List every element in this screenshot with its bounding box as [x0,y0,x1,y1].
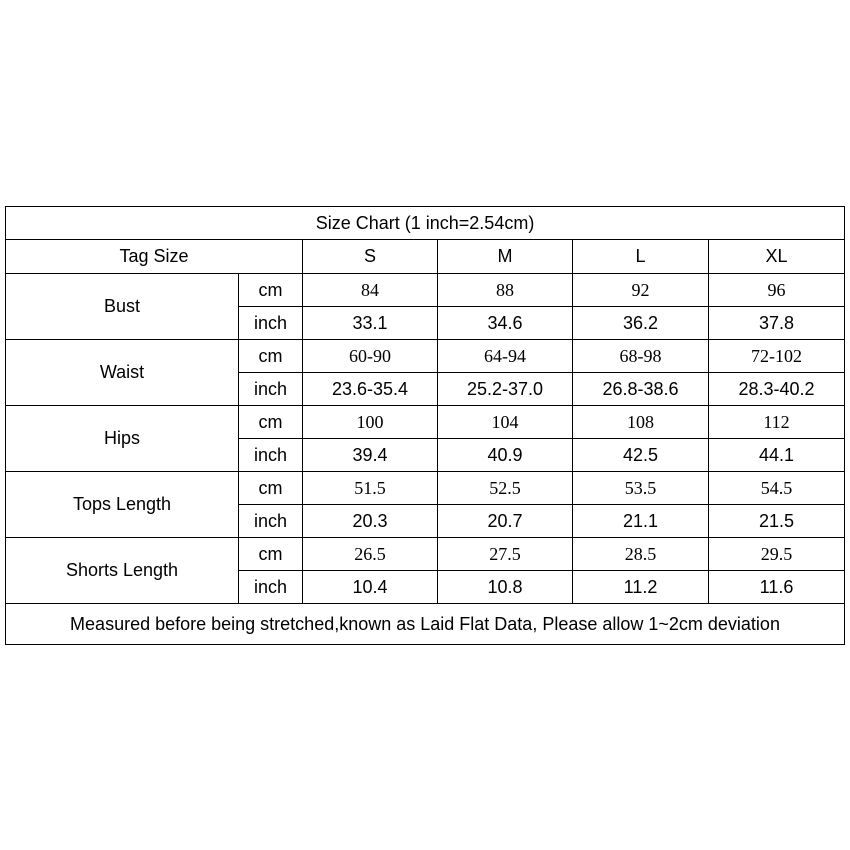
cell-value: 37.8 [709,307,845,340]
cell-value: 10.8 [438,571,573,604]
cell-value: 88 [438,274,573,307]
cell-value: 84 [303,274,438,307]
unit-cm: cm [239,274,303,307]
cell-value: 20.3 [303,505,438,538]
header-row [6,240,845,274]
cell-value: 33.1 [303,307,438,340]
size-header-xl: XL [709,240,845,274]
cell-value: 26.5 [303,538,438,571]
measure-label-hips: Hips [6,406,239,472]
cell-value: 36.2 [573,307,709,340]
cell-value: 68-98 [573,340,709,373]
unit-cm: cm [239,340,303,373]
cell-value: 100 [303,406,438,439]
cell-value: 64-94 [438,340,573,373]
cell-value: 28.3-40.2 [709,373,845,406]
measure-label-tops-length: Tops Length [6,472,239,538]
cell-value: 10.4 [303,571,438,604]
cell-value: 40.9 [438,439,573,472]
cell-value: 28.5 [573,538,709,571]
cell-value: 39.4 [303,439,438,472]
unit-inch: inch [239,571,303,604]
table-row [6,538,845,571]
size-chart-table [5,206,845,645]
cell-value: 20.7 [438,505,573,538]
unit-inch: inch [239,373,303,406]
cell-value: 11.6 [709,571,845,604]
cell-value: 27.5 [438,538,573,571]
cell-value: 44.1 [709,439,845,472]
measure-label-bust: Bust [6,274,239,340]
measure-label-waist: Waist [6,340,239,406]
cell-value: 42.5 [573,439,709,472]
tag-size-header: Tag Size [6,240,303,274]
unit-inch: inch [239,307,303,340]
cell-value: 72-102 [709,340,845,373]
cell-value: 29.5 [709,538,845,571]
cell-value: 21.5 [709,505,845,538]
unit-cm: cm [239,538,303,571]
cell-value: 112 [709,406,845,439]
cell-value: 104 [438,406,573,439]
cell-value: 11.2 [573,571,709,604]
cell-value: 96 [709,274,845,307]
title-row [6,207,845,240]
cell-value: 23.6-35.4 [303,373,438,406]
cell-value: 53.5 [573,472,709,505]
unit-inch: inch [239,439,303,472]
table-row [6,406,845,439]
measurement-note: Measured before being stretched,known as Laid Flat Data, Please allow 1~2cm deviation [6,604,845,645]
cell-value: 26.8-38.6 [573,373,709,406]
note-row [6,604,845,645]
unit-cm: cm [239,406,303,439]
unit-cm: cm [239,472,303,505]
table-row [6,340,845,373]
cell-value: 60-90 [303,340,438,373]
cell-value: 34.6 [438,307,573,340]
size-header-m: M [438,240,573,274]
cell-value: 51.5 [303,472,438,505]
table-row [6,274,845,307]
cell-value: 21.1 [573,505,709,538]
table-row [6,472,845,505]
chart-title: Size Chart (1 inch=2.54cm) [6,207,845,240]
cell-value: 92 [573,274,709,307]
cell-value: 108 [573,406,709,439]
cell-value: 54.5 [709,472,845,505]
cell-value: 25.2-37.0 [438,373,573,406]
unit-inch: inch [239,505,303,538]
size-header-l: L [573,240,709,274]
size-header-s: S [303,240,438,274]
cell-value: 52.5 [438,472,573,505]
measure-label-shorts-length: Shorts Length [6,538,239,604]
